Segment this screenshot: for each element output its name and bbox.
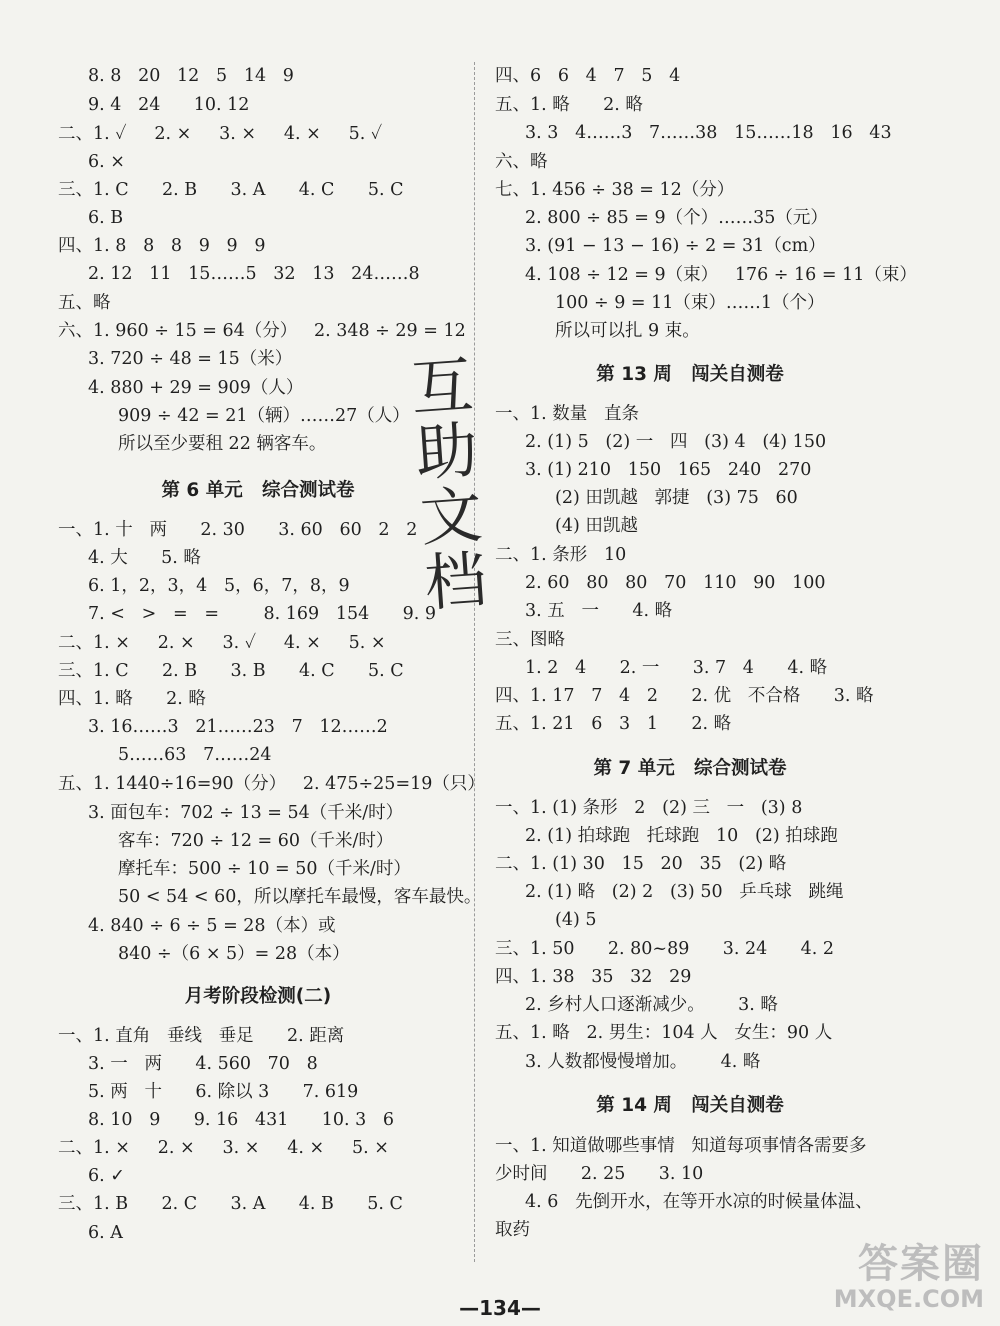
right-answer-line: 4. 108 ÷ 12 = 9（束） 176 ÷ 16 = 11（束） bbox=[525, 265, 917, 285]
left-answer-line: 3. 一 两 4. 560 70 8 bbox=[88, 1054, 318, 1074]
right-answer-line: 一、1. 数量 直条 bbox=[495, 404, 639, 424]
left-answer-line: 摩托车：500 ÷ 10 = 50（千米/时） bbox=[118, 859, 411, 879]
right-answer-line: (4) 5 bbox=[555, 910, 597, 930]
right-answer-line: 所以可以扎 9 束。 bbox=[555, 321, 700, 341]
left-answer-line: 9. 4 24 10. 12 bbox=[88, 95, 250, 115]
right-section-heading: 第 14 周 闯关自测卷 bbox=[596, 1095, 784, 1116]
right-answer-line: 1. 2 4 2. 一 3. 7 4 4. 略 bbox=[525, 658, 828, 678]
handwritten-char: 互 bbox=[408, 348, 476, 426]
left-answer-line: 三、1. B 2. C 3. A 4. B 5. C bbox=[58, 1194, 403, 1214]
left-answer-line: 5. 两 十 6. 除以 3 7. 619 bbox=[88, 1082, 359, 1102]
left-answer-line: 4. 880 + 29 = 909（人） bbox=[88, 378, 304, 398]
right-answer-line: 四、1. 17 7 4 2 2. 优 不合格 3. 略 bbox=[495, 686, 874, 706]
left-answer-line: 6. ✓ bbox=[88, 1166, 125, 1186]
left-answer-line: 客车：720 ÷ 12 = 60（千米/时） bbox=[118, 831, 394, 851]
left-answer-line: 3. 720 ÷ 48 = 15（米） bbox=[88, 349, 293, 369]
left-answer-line: 一、1. 直角 垂线 垂足 2. 距离 bbox=[58, 1026, 345, 1046]
right-answer-line: 三、1. 50 2. 80~89 3. 24 4. 2 bbox=[495, 939, 835, 959]
left-answer-line: 8. 10 9 9. 16 431 10. 3 6 bbox=[88, 1110, 395, 1130]
left-answer-line: 4. 840 ÷ 6 ÷ 5 = 28（本）或 bbox=[88, 916, 336, 936]
left-answer-line: 3. 面包车：702 ÷ 13 = 54（千米/时） bbox=[88, 803, 404, 823]
right-answer-line: 3. 人数都慢慢增加。 4. 略 bbox=[525, 1052, 761, 1072]
right-answer-line: 取药 bbox=[495, 1220, 530, 1240]
left-answer-line: 一、1. 十 两 2. 30 3. 60 60 2 2 bbox=[58, 520, 418, 540]
right-answer-line: 四、6 6 4 7 5 4 bbox=[495, 66, 681, 86]
left-answer-line: 五、略 bbox=[58, 293, 111, 313]
right-answer-line: 六、略 bbox=[495, 152, 548, 172]
left-answer-line: 840 ÷（6 × 5）= 28（本） bbox=[118, 944, 350, 964]
right-answer-line: 2. 乡村人口逐渐减少。 3. 略 bbox=[525, 995, 778, 1015]
right-section-heading: 第 7 单元 综合测试卷 bbox=[593, 758, 787, 779]
left-answer-line: 四、1. 8 8 8 9 9 9 bbox=[58, 236, 266, 256]
right-answer-line: 一、1. (1) 条形 2 (2) 三 一 (3) 8 bbox=[495, 798, 803, 818]
right-answer-line: 3. 五 一 4. 略 bbox=[525, 601, 673, 621]
right-answer-line: 三、图略 bbox=[495, 630, 565, 650]
left-answer-line: 6. × bbox=[88, 152, 125, 172]
page-number: —134— bbox=[459, 1296, 541, 1320]
right-answer-line: (4) 田凯越 bbox=[555, 516, 638, 536]
right-answer-line: 2. (1) 略 (2) 2 (3) 50 乒乓球 跳绳 bbox=[525, 882, 844, 902]
left-answer-line: 7. < > = = 8. 169 154 9. 9 bbox=[88, 604, 437, 624]
watermark-logo bbox=[834, 1242, 984, 1312]
right-answer-line: 五、1. 略 2. 略 bbox=[495, 95, 643, 115]
left-answer-line: 二、1. ✓ 2. × 3. × 4. × 5. ✓ bbox=[58, 124, 383, 144]
right-answer-line: 2. (1) 5 (2) 一 四 (3) 4 (4) 150 bbox=[525, 432, 827, 452]
handwritten-char: 助 bbox=[413, 412, 481, 491]
right-answer-line: (2) 田凯越 郭捷 (3) 75 60 bbox=[555, 488, 798, 508]
left-section-heading: 第 6 单元 综合测试卷 bbox=[161, 480, 355, 501]
left-answer-line: 6. B bbox=[88, 208, 124, 228]
handwritten-char: 文 bbox=[417, 477, 485, 555]
watermark-url: MXQE.COM bbox=[833, 1285, 984, 1313]
right-answer-line: 五、1. 略 2. 男生：104 人 女生：90 人 bbox=[495, 1023, 833, 1043]
left-answer-line: 二、1. × 2. × 3. × 4. × 5. × bbox=[58, 1138, 389, 1158]
right-answer-line: 二、1. 条形 10 bbox=[495, 545, 627, 565]
left-answer-line: 6. 1，2，3，4 5，6，7，8，9 bbox=[88, 576, 350, 596]
right-answer-line: 3. (91 − 13 − 16) ÷ 2 = 31（cm） bbox=[525, 236, 826, 256]
left-answer-line: 6. A bbox=[88, 1223, 123, 1243]
left-answer-line: 2. 12 11 15……5 32 13 24……8 bbox=[88, 264, 420, 284]
right-answer-line: 4. 6 先倒开水，在等开水凉的时候量体温、 bbox=[525, 1192, 873, 1212]
left-answer-line: 50 < 54 < 60，所以摩托车最慢，客车最快。 bbox=[118, 887, 482, 907]
right-answer-line: 四、1. 38 35 32 29 bbox=[495, 967, 692, 987]
handwritten-char: 档 bbox=[422, 542, 490, 620]
left-answer-line: 三、1. C 2. B 3. B 4. C 5. C bbox=[58, 661, 404, 681]
right-answer-line: 2. 60 80 80 70 110 90 100 bbox=[525, 573, 826, 593]
right-answer-line: 3. (1) 210 150 165 240 270 bbox=[525, 460, 812, 480]
left-answer-line: 三、1. C 2. B 3. A 4. C 5. C bbox=[58, 180, 404, 200]
left-section-heading: 月考阶段检测(二) bbox=[184, 986, 332, 1007]
left-answer-line: 五、1. 1440÷16=90（分） 2. 475÷25=19（只） bbox=[58, 774, 485, 794]
right-answer-line: 少时间 2. 25 3. 10 bbox=[495, 1164, 704, 1184]
right-answer-line: 100 ÷ 9 = 11（束）……1（个） bbox=[555, 293, 825, 313]
left-answer-line: 四、1. 略 2. 略 bbox=[58, 689, 206, 709]
right-answer-line: 二、1. (1) 30 15 20 35 (2) 略 bbox=[495, 854, 787, 874]
right-answer-line: 2. 800 ÷ 85 = 9（个）……35（元） bbox=[525, 208, 828, 228]
left-answer-line: 5……63 7……24 bbox=[118, 745, 272, 765]
right-answer-line: 2. (1) 拍球跑 托球跑 10 (2) 拍球跑 bbox=[525, 826, 838, 846]
right-answer-line: 五、1. 21 6 3 1 2. 略 bbox=[495, 714, 732, 734]
watermark-title: 答案圈 bbox=[858, 1241, 984, 1287]
left-answer-line: 909 ÷ 42 = 21（辆）……27（人） bbox=[118, 406, 410, 426]
left-answer-line: 所以至少要租 22 辆客车。 bbox=[118, 434, 327, 454]
right-section-heading: 第 13 周 闯关自测卷 bbox=[596, 364, 784, 385]
right-answer-line: 3. 3 4……3 7……38 15……18 16 43 bbox=[525, 123, 892, 143]
right-answer-line: 一、1. 知道做哪些事情 知道每项事情各需要多 bbox=[495, 1136, 867, 1156]
right-answer-line: 七、1. 456 ÷ 38 = 12（分） bbox=[495, 180, 735, 200]
left-answer-line: 二、1. × 2. × 3. ✓ 4. × 5. × bbox=[58, 633, 386, 653]
column-divider bbox=[474, 62, 475, 1262]
handwritten-annotation bbox=[408, 348, 517, 620]
left-answer-line: 8. 8 20 12 5 14 9 bbox=[88, 66, 294, 86]
left-answer-line: 六、1. 960 ÷ 15 = 64（分） 2. 348 ÷ 29 = 12 bbox=[58, 321, 466, 341]
left-answer-line: 3. 16……3 21……23 7 12……2 bbox=[88, 717, 388, 737]
left-answer-line: 4. 大 5. 略 bbox=[88, 548, 201, 568]
